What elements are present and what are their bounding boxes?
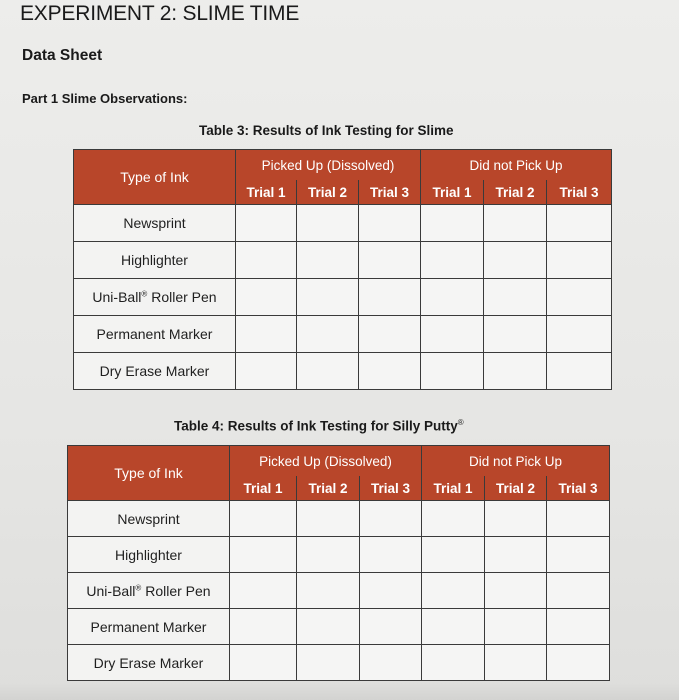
table3-slime-results <box>73 149 612 390</box>
data-cell[interactable] <box>360 537 422 573</box>
table-row <box>68 501 610 537</box>
data-cell[interactable] <box>230 609 297 645</box>
data-cell[interactable] <box>236 242 297 279</box>
data-cell[interactable] <box>547 279 612 316</box>
data-cell[interactable] <box>360 609 422 645</box>
data-cell[interactable] <box>297 609 360 645</box>
trial-header: Trial 1 <box>421 180 484 205</box>
trial-header: Trial 1 <box>230 476 297 501</box>
table-row <box>68 645 610 681</box>
data-cell[interactable] <box>547 316 612 353</box>
data-cell[interactable] <box>421 316 484 353</box>
data-cell[interactable] <box>360 645 422 681</box>
data-cell[interactable] <box>359 353 421 390</box>
table3-caption: Table 3: Results of Ink Testing for Slime <box>199 123 454 138</box>
table-row <box>74 316 612 353</box>
data-cell[interactable] <box>230 537 297 573</box>
data-cell[interactable] <box>236 205 297 242</box>
trial-header: Trial 2 <box>484 180 547 205</box>
data-cell[interactable] <box>547 609 610 645</box>
data-cell[interactable] <box>360 501 422 537</box>
data-cell[interactable] <box>484 316 547 353</box>
ink-type-label: Permanent Marker <box>68 609 230 645</box>
table-row <box>68 609 610 645</box>
data-cell[interactable] <box>485 501 547 537</box>
data-cell[interactable] <box>359 205 421 242</box>
picked-up-header: Picked Up (Dissolved) <box>236 150 421 181</box>
data-cell[interactable] <box>485 573 547 609</box>
data-cell[interactable] <box>485 609 547 645</box>
table-row <box>74 353 612 390</box>
data-cell[interactable] <box>547 537 610 573</box>
data-cell[interactable] <box>485 537 547 573</box>
part-heading: Part 1 Slime Observations: <box>22 91 188 106</box>
trial-header: Trial 3 <box>359 180 421 205</box>
trial-header: Trial 1 <box>422 476 485 501</box>
ink-type-label: Dry Erase Marker <box>74 353 236 390</box>
ink-type-label: Uni-Ball® Roller Pen <box>68 573 230 609</box>
ink-type-label: Newsprint <box>68 501 230 537</box>
data-cell[interactable] <box>422 501 485 537</box>
table-row <box>74 205 612 242</box>
trial-header: Trial 2 <box>297 476 360 501</box>
ink-type-label: Dry Erase Marker <box>68 645 230 681</box>
data-cell[interactable] <box>547 242 612 279</box>
data-cell[interactable] <box>547 573 610 609</box>
data-cell[interactable] <box>297 205 359 242</box>
data-cell[interactable] <box>297 353 359 390</box>
data-cell[interactable] <box>547 205 612 242</box>
table4-silly-putty-results <box>67 445 610 681</box>
data-cell[interactable] <box>359 242 421 279</box>
data-cell[interactable] <box>230 573 297 609</box>
data-cell[interactable] <box>485 645 547 681</box>
did-not-pick-up-header: Did not Pick Up <box>422 446 610 477</box>
data-cell[interactable] <box>422 573 485 609</box>
data-cell[interactable] <box>236 279 297 316</box>
data-cell[interactable] <box>297 573 360 609</box>
ink-type-label: Newsprint <box>74 205 236 242</box>
data-cell[interactable] <box>236 316 297 353</box>
data-cell[interactable] <box>297 537 360 573</box>
data-cell[interactable] <box>236 353 297 390</box>
photo-shading <box>0 682 679 700</box>
trial-header: Trial 2 <box>485 476 547 501</box>
data-cell[interactable] <box>360 573 422 609</box>
data-cell[interactable] <box>484 205 547 242</box>
data-cell[interactable] <box>484 353 547 390</box>
data-cell[interactable] <box>547 645 610 681</box>
table4-caption: Table 4: Results of Ink Testing for Silly Putty® <box>174 418 464 434</box>
trial-header: Trial 3 <box>360 476 422 501</box>
table-row <box>74 242 612 279</box>
type-of-ink-header: Type of Ink <box>74 150 236 205</box>
table-row <box>74 279 612 316</box>
data-cell[interactable] <box>421 279 484 316</box>
ink-type-label: Uni-Ball® Roller Pen <box>74 279 236 316</box>
trial-header: Trial 2 <box>297 180 359 205</box>
data-cell[interactable] <box>484 279 547 316</box>
data-cell[interactable] <box>422 537 485 573</box>
trial-header: Trial 3 <box>547 476 610 501</box>
ink-type-label: Highlighter <box>68 537 230 573</box>
data-cell[interactable] <box>359 316 421 353</box>
experiment-title: EXPERIMENT 2: SLIME TIME <box>20 2 300 25</box>
trial-header: Trial 1 <box>236 180 297 205</box>
data-cell[interactable] <box>421 242 484 279</box>
ink-type-label: Highlighter <box>74 242 236 279</box>
data-cell[interactable] <box>359 279 421 316</box>
table-row <box>68 537 610 573</box>
did-not-pick-up-header: Did not Pick Up <box>421 150 612 181</box>
data-cell[interactable] <box>297 501 360 537</box>
data-cell[interactable] <box>297 242 359 279</box>
data-cell[interactable] <box>422 609 485 645</box>
data-cell[interactable] <box>421 205 484 242</box>
data-cell[interactable] <box>422 645 485 681</box>
type-of-ink-header: Type of Ink <box>68 446 230 501</box>
data-cell[interactable] <box>421 353 484 390</box>
ink-type-label: Permanent Marker <box>74 316 236 353</box>
data-cell[interactable] <box>230 645 297 681</box>
trial-header: Trial 3 <box>547 180 612 205</box>
data-cell[interactable] <box>547 353 612 390</box>
data-cell[interactable] <box>547 501 610 537</box>
data-cell[interactable] <box>297 279 359 316</box>
data-cell[interactable] <box>230 501 297 537</box>
data-sheet-heading: Data Sheet <box>22 47 103 64</box>
table-row <box>68 573 610 609</box>
picked-up-header: Picked Up (Dissolved) <box>230 446 422 477</box>
data-cell[interactable] <box>297 645 360 681</box>
data-cell[interactable] <box>484 242 547 279</box>
data-cell[interactable] <box>297 316 359 353</box>
